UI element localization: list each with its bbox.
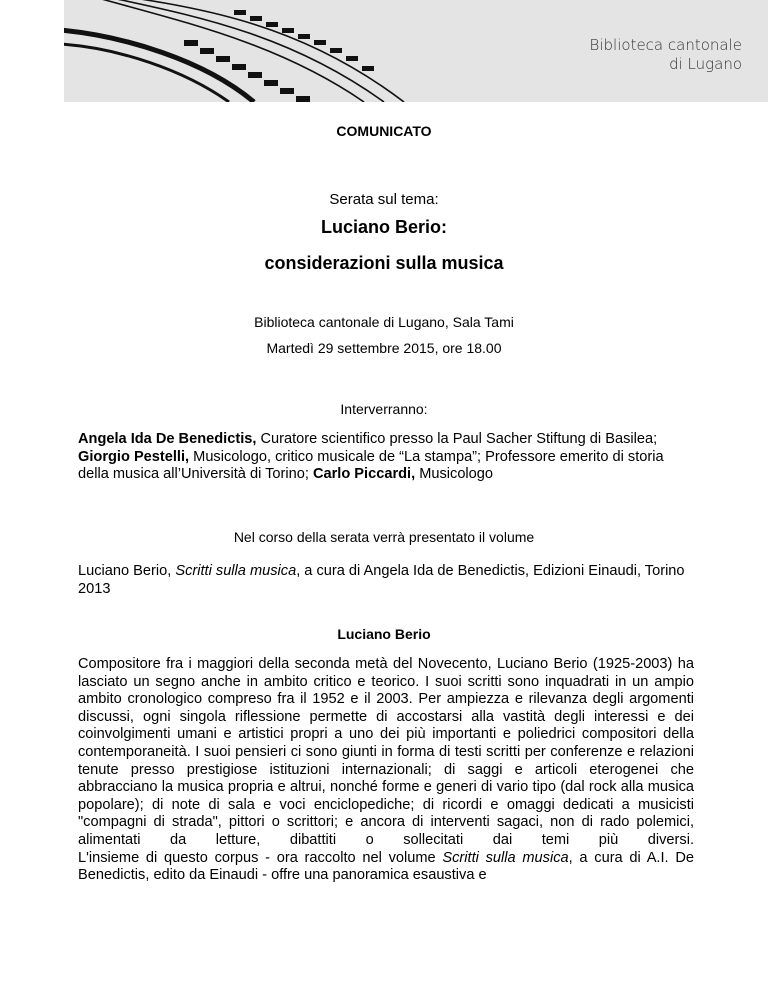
header-banner [64, 0, 768, 102]
speaker-description: Musicologo [415, 466, 494, 483]
presentation-text: Nel corso della serata verrà presentato il volume [233, 529, 535, 545]
volume-reference [78, 563, 694, 598]
spiral-staircase-logo-icon [64, 0, 484, 102]
event-venue: Biblioteca cantonale di Lugano, Sala Tami [254, 314, 514, 330]
intro-text: Serata sul tema: [329, 191, 439, 208]
library-name [590, 36, 742, 74]
section-heading: Luciano Berio [337, 626, 431, 642]
speakers-paragraph [78, 431, 694, 484]
biography-paragraph [78, 656, 694, 885]
speaker-name: Angela Ida De Benedictis, [78, 431, 257, 447]
event-title-line2: considerazioni sulla musica [264, 253, 504, 273]
volume-title: Scritti sulla musica [175, 563, 297, 579]
speaker-name: Carlo Piccardi, [312, 466, 416, 483]
bio-text-part3: , a cura di A.I. De Benedictis, edito da Einaudi - offre una panoramica esaustiva e [78, 849, 694, 884]
library-name-line1: Biblioteca cantonale [589, 36, 742, 54]
volume-details: , a cura di Angela Ida de Benedictis, Edizioni Einaudi, Torino 2013 [78, 563, 685, 597]
comunicato-heading: COMUNICATO [336, 123, 432, 139]
event-datetime: Martedì 29 settembre 2015, ore 18.00 [266, 340, 502, 356]
bio-text-part1: Compositore fra i maggiori della seconda metà del Novecento, Luciano Berio (1925-2003) ha lasciato un segno anche in ambito critico e teorico. I suoi scritti sono inquadrati in un ampio ambito cronologico compreso fra il 1952 e il 2003. Per ampiezza e rilevanza degli argomenti discussi, ogni singola riflessione permette di accostarsi alla vastità degli interessi e dei coinvolgimenti umani e artistici propri a uno dei più importanti e poliedrici compositori della contemporaneità. I suoi pensieri ci sono giunti in forma di testi scritti per conferenze e relazioni tenute presso prestigiose istituzioni internazionali; di saggi e articoli eterogenei che abbracciano la musica propria e altrui, nonché forme e generi di vario tipo (dal rock alla musica popolare); di note di sala e voci enciclopediche; di ricordi e omaggi dedicati a musicisti "compagni di strada", pittori o scrittori; e ancora di interventi sagaci, non di rado polemici, alimentati da letture, dibattiti o sollecitati dai temi più diversi. [78, 656, 694, 848]
event-title-line1: Luciano Berio: [320, 217, 447, 237]
speaker-name: Giorgio Pestelli, [78, 448, 190, 465]
bio-text-part2: L'insieme di questo corpus - ora raccolto nel volume [78, 849, 443, 866]
bio-book-title: Scritti sulla musica [442, 849, 569, 866]
speakers-label: Interverranno: [340, 401, 428, 417]
speaker-description: Curatore scientifico presso la Paul Sacher Stiftung di Basilea; [256, 431, 658, 447]
speaker-description: Musicologo, critico musicale de “La stampa”; Professore emerito di storia della musica all’Università di Torino; [78, 448, 664, 483]
volume-author: Luciano Berio, [78, 563, 176, 579]
library-name-line2: di Lugano [669, 55, 742, 73]
